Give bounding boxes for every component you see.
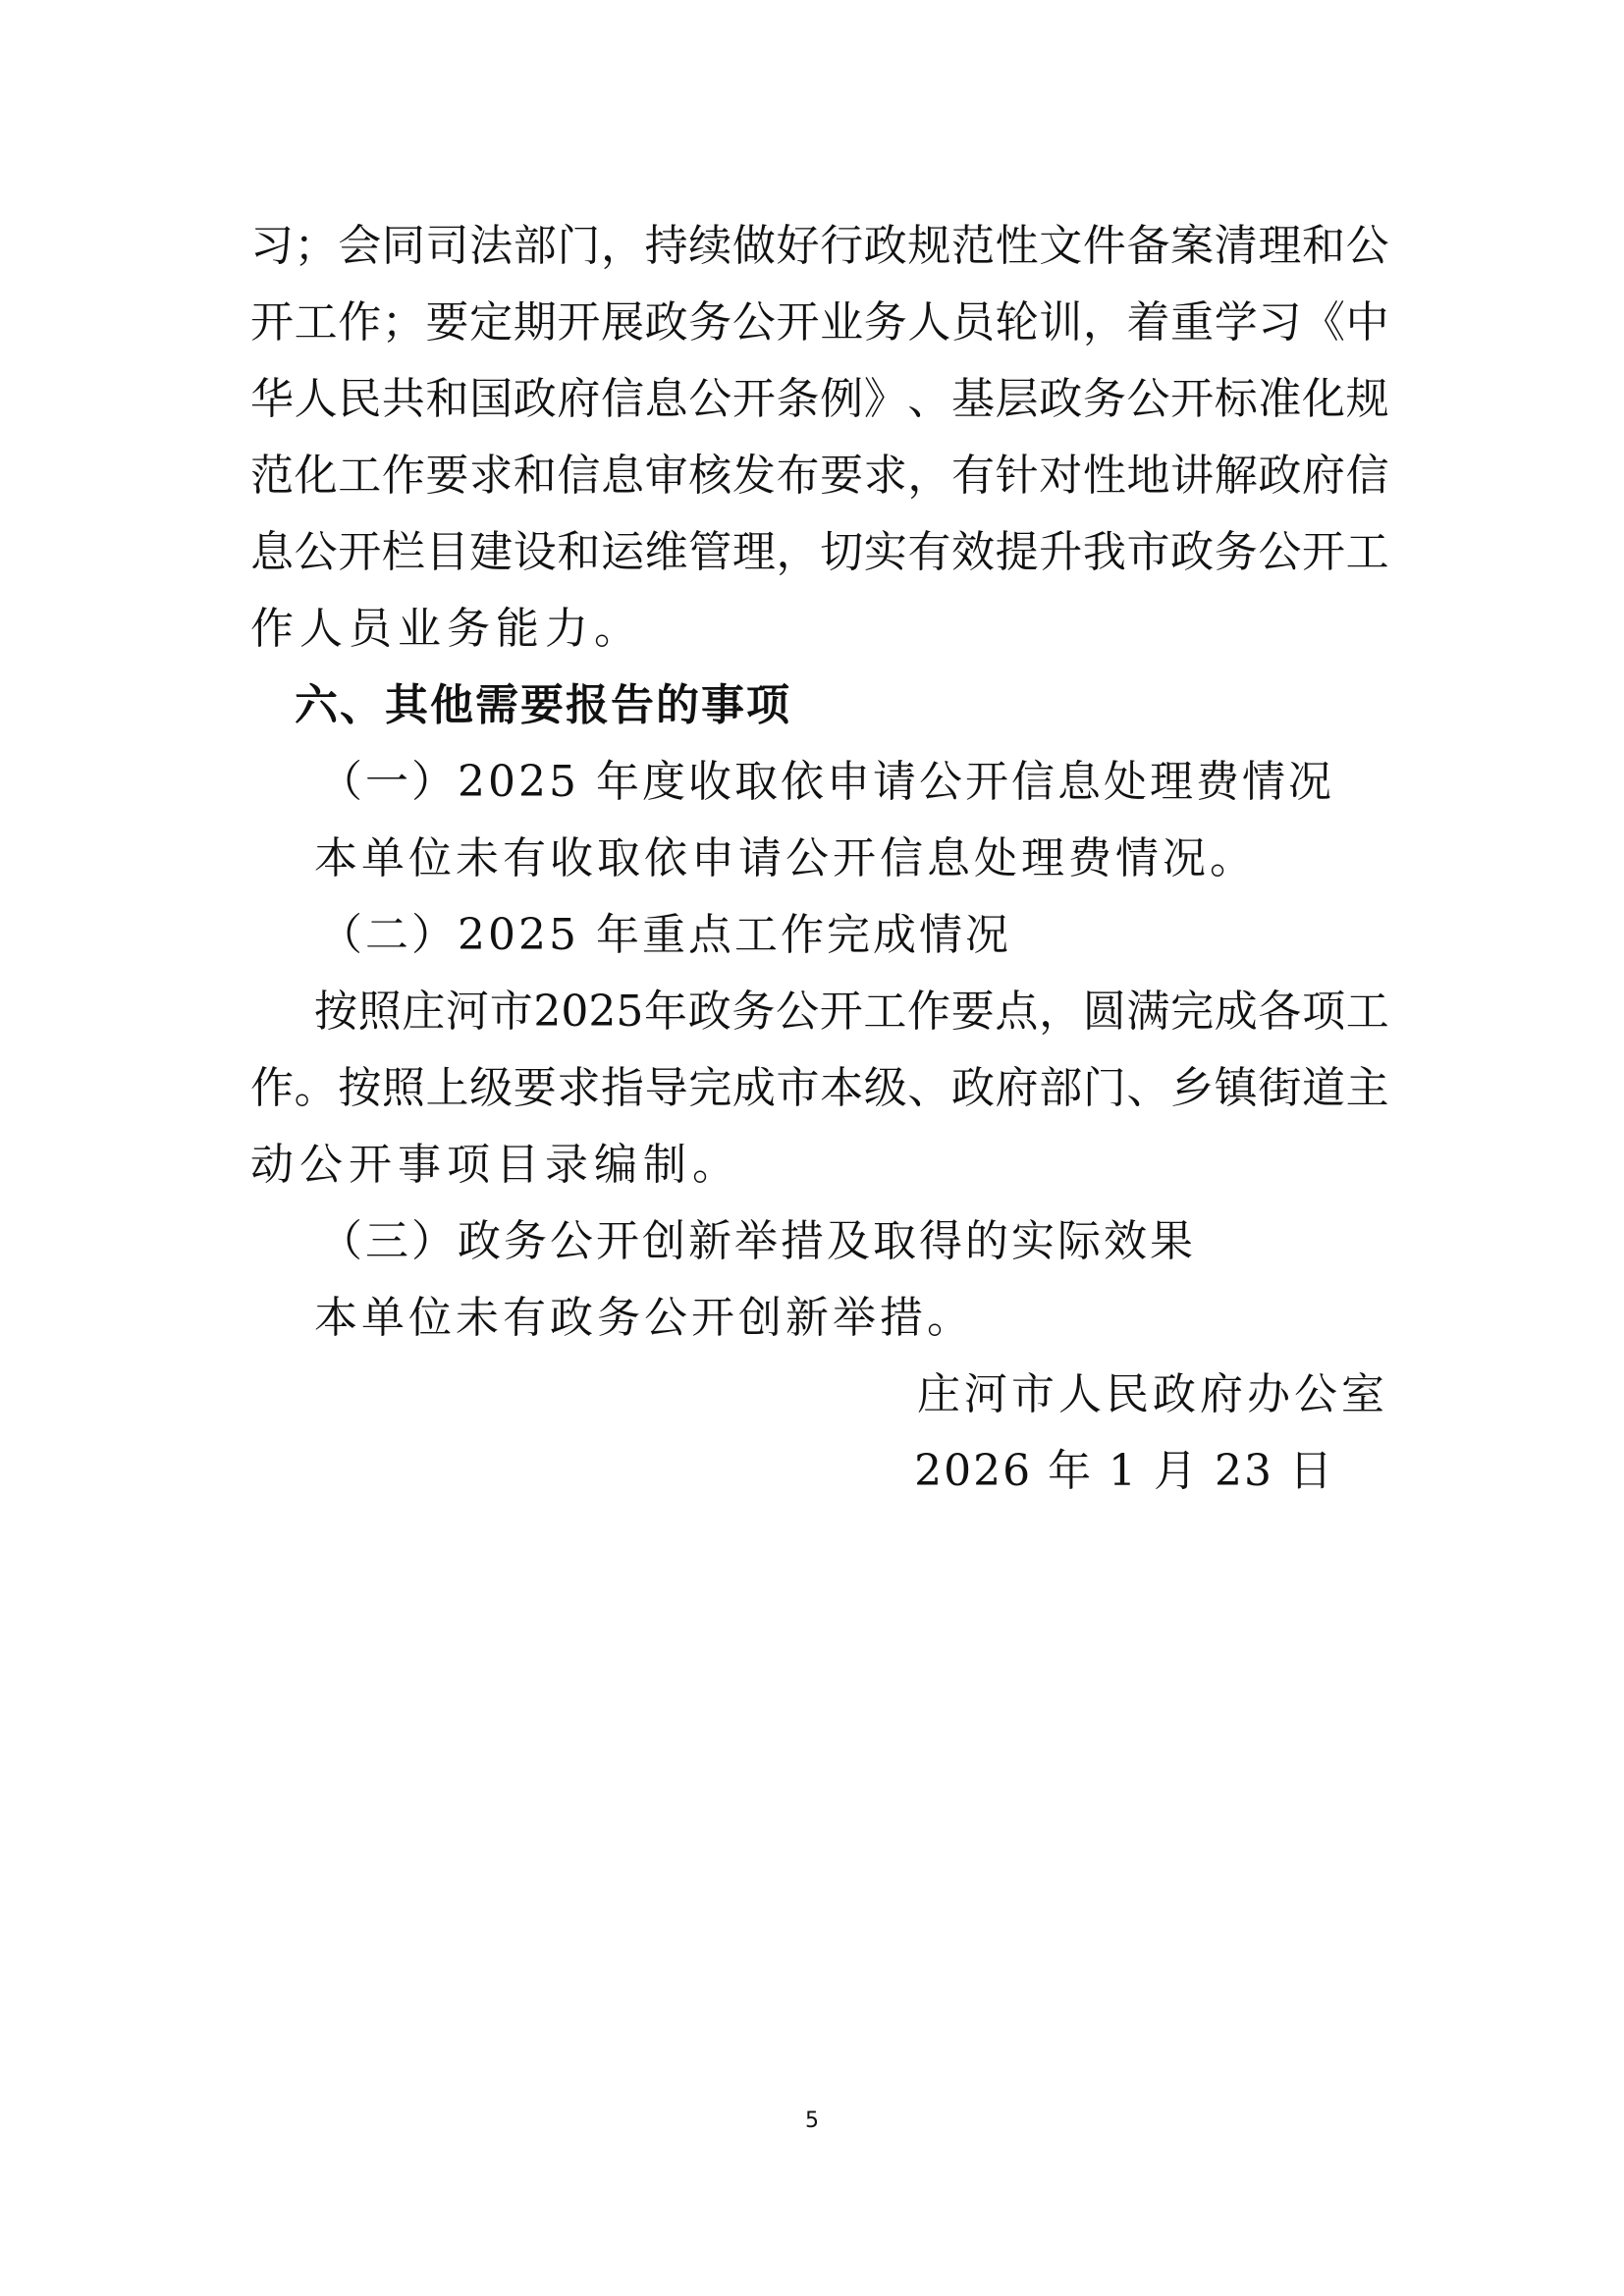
body-line: 习 ； 会 同 司 法 部 门 ， 持 续 做 好 行 政 规 范 性 文 件 备 案 清 理 和 公 (250, 221, 1389, 271)
body-line: 息 公 开 栏 目 建 设 和 运 维 管 理 ， 切 实 有 效 提 升 我 市 政 务 公 开 工 (250, 527, 1389, 577)
body-line: 开 工 作 ； 要 定 期 开 展 政 务 公 开 业 务 人 员 轮 训 ， 着 重 学 习 《 中 (250, 297, 1389, 347)
body-line: 华 人 民 共 和 国 政 府 信 息 公 开 条 例 》 、 基 层 政 务 公 开 标 准 化 规 (250, 374, 1389, 424)
body-line: 本单位未有收取依申请公开信息处理费情况。 (314, 833, 1257, 883)
subsection-heading: （一）2025 年度收取依申请公开信息处理费情况 (319, 757, 1334, 807)
subsection-heading: （三）政务公开创新举措及取得的实际效果 (319, 1216, 1196, 1266)
signature-date: 2026 年 1 月 23 日 (914, 1446, 1334, 1496)
page-number: 5 (805, 2109, 819, 2133)
section-heading: 六、其他需要报告的事项 (295, 680, 791, 730)
subsection-heading: （二）2025 年重点工作完成情况 (319, 910, 1011, 960)
body-line: 动公开事项目录编制。 (250, 1140, 741, 1190)
body-line: 作人员业务能力。 (250, 604, 643, 654)
body-line: 作 。 按 照 上 级 要 求 指 导 完 成 市 本 级 、 政 府 部 门 、 乡 镇 街 道 主 (250, 1063, 1389, 1113)
body-line: 范 化 工 作 要 求 和 信 息 审 核 发 布 要 求 ， 有 针 对 性 地 讲 解 政 府 信 (250, 451, 1389, 501)
body-line: 按 照 庄 河 市 2025 年 政 务 公 开 工 作 要 点 ， 圆 满 完 成 各 项 工 (314, 987, 1389, 1037)
signature-organization: 庄河市人民政府办公室 (917, 1369, 1388, 1419)
body-line: 本单位未有政务公开创新举措。 (314, 1293, 974, 1343)
